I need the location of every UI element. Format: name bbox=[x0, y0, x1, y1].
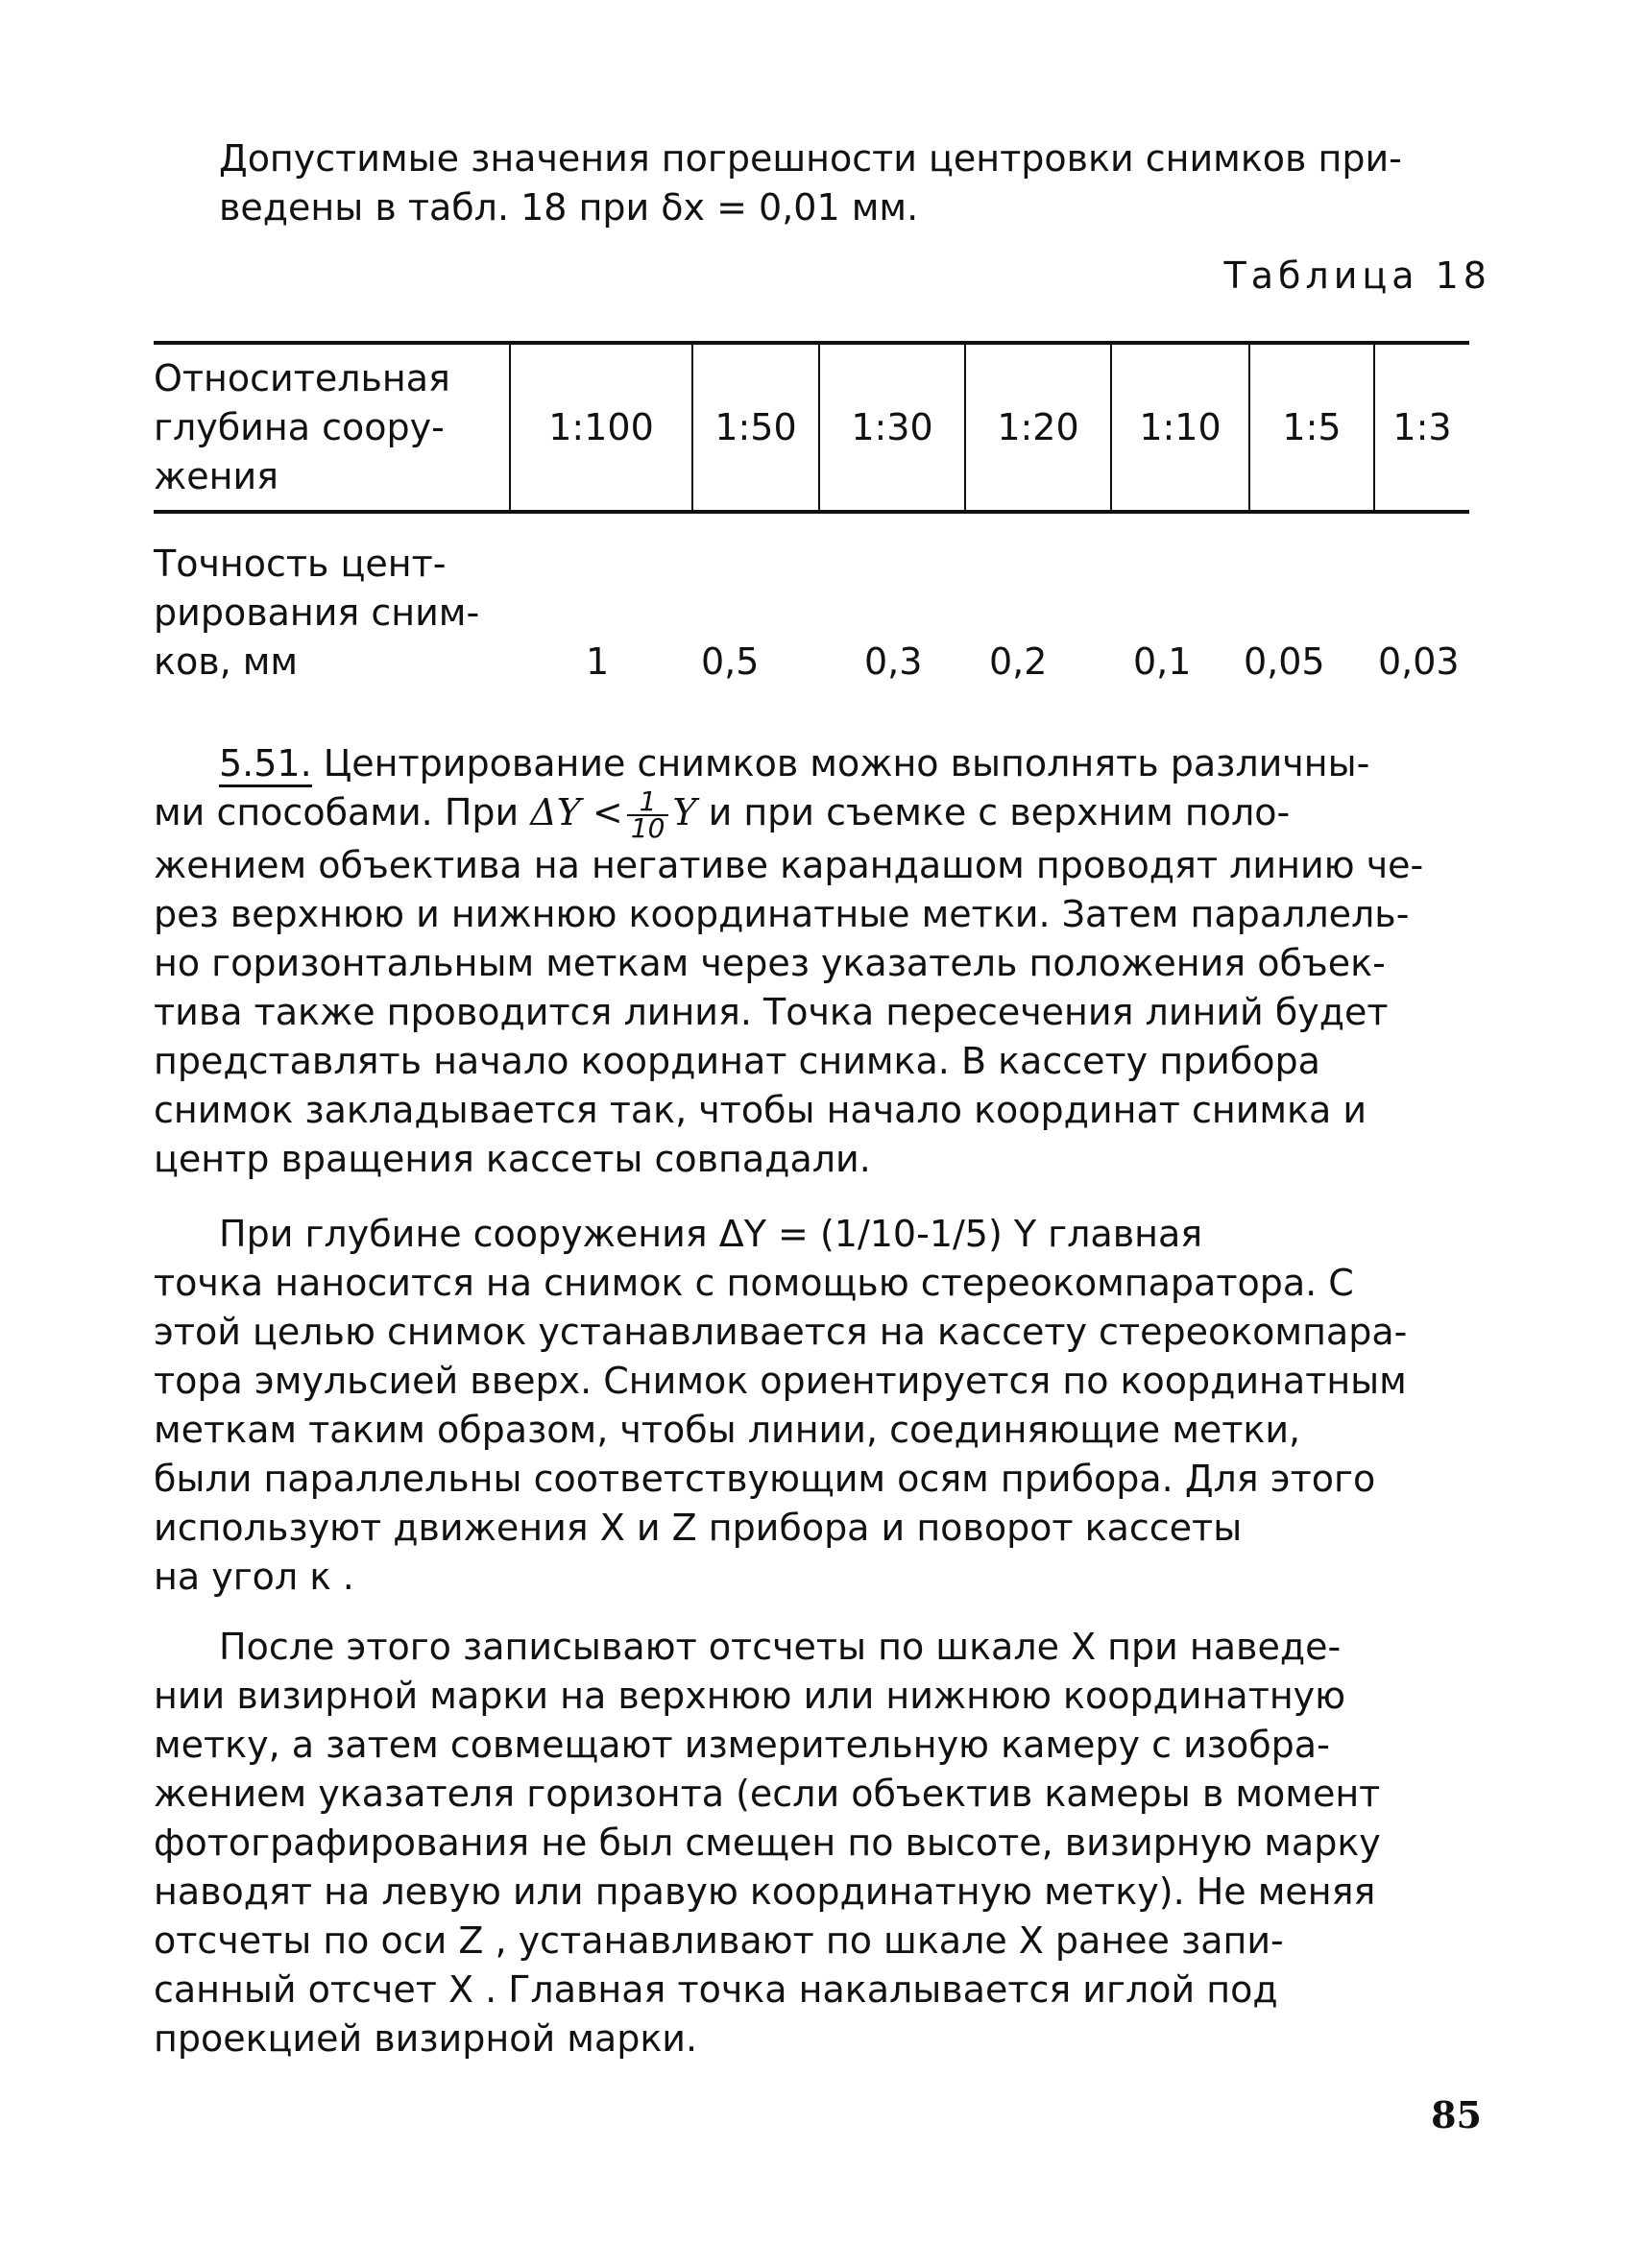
ratio-cell: 1:10 bbox=[1111, 343, 1249, 512]
table-header-label: Относительная глубина соору- жения bbox=[154, 356, 450, 497]
table-caption: Таблица 18 bbox=[1223, 254, 1491, 297]
text-line: проекцией визирной марки. bbox=[154, 2017, 698, 2060]
ratio-cell: 1:30 bbox=[819, 343, 965, 512]
accuracy-label: Точность цент- рирования сним- ков, мм bbox=[154, 543, 480, 683]
text-line: отсчеты по оси Z , устанавливают по шкале X ранее запи- bbox=[154, 1919, 1284, 1962]
text-line: жением указателя горизонта (если объектив камеры в момент bbox=[154, 1773, 1381, 1815]
text-line: этой целью снимок устанавливается на кассету стереокомпара- bbox=[154, 1311, 1408, 1353]
text-line: санный отсчет X . Главная точка накалывается иглой под bbox=[154, 1968, 1278, 2011]
paragraph-2 bbox=[154, 1210, 1498, 1602]
text-line: используют движения X и Z прибора и поворот кассеты bbox=[154, 1507, 1243, 1549]
text-line: наводят на левую или правую координатную метку). Не меняя bbox=[154, 1870, 1376, 1913]
section-5-51-paragraph bbox=[154, 739, 1498, 1184]
accuracy-value: 0,2 bbox=[989, 640, 1048, 683]
text-line: меткам таким образом, чтобы линии, соединяющие метки, bbox=[154, 1409, 1301, 1451]
text-line: метку, а затем совмещают измерительную камеру с изобра- bbox=[154, 1724, 1330, 1766]
section-number: 5.51. bbox=[219, 742, 312, 787]
ratio-cell: 1:50 bbox=[692, 343, 819, 512]
text-line: на угол κ . bbox=[154, 1556, 354, 1598]
ratio-cell: 1:5 bbox=[1249, 343, 1374, 512]
text-line: снимок закладывается так, чтобы начало координат снимка и bbox=[154, 1088, 1367, 1131]
text-line: рез верхнюю и нижнюю координатные метки. Затем параллель- bbox=[154, 892, 1410, 935]
text-line: жением объектива на негативе карандашом проводят линию че- bbox=[154, 843, 1424, 886]
accuracy-value: 1 bbox=[586, 640, 610, 683]
text-line: ведены в табл. 18 при δx = 0,01 мм. bbox=[219, 186, 919, 229]
accuracy-value: 0,3 bbox=[864, 640, 923, 683]
table-row bbox=[154, 343, 1469, 512]
accuracy-value: 0,5 bbox=[701, 640, 760, 683]
text-line: представлять начало координат снимка. В кассету прибора bbox=[154, 1039, 1320, 1082]
text-line: но горизонтальным меткам через указатель положения объек- bbox=[154, 941, 1386, 984]
intro-paragraph bbox=[154, 134, 1498, 232]
text-line: После этого записывают отсчеты по шкале X при наведе- bbox=[219, 1626, 1342, 1668]
accuracy-value: 0,03 bbox=[1378, 640, 1460, 683]
ratio-cell: 1:100 bbox=[510, 343, 692, 512]
text-line: точка наносится на снимок с помощью стереокомпаратора. С bbox=[154, 1262, 1354, 1304]
accuracy-value: 0,1 bbox=[1133, 640, 1192, 683]
ratio-cell: 1:3 bbox=[1374, 343, 1469, 512]
formula-delta-y: ΔY < bbox=[530, 791, 623, 833]
text-line: ми способами. При ΔY < $\frac{1}{10}$ Y и при съемке с верхним поло- bbox=[154, 784, 1291, 844]
formula-y: Y bbox=[672, 791, 697, 833]
text-line: тива также проводится линия. Точка пересечения линий будет bbox=[154, 990, 1389, 1033]
text-line: При глубине сооружения ΔY = (1/10-1/5) Y главная bbox=[219, 1213, 1203, 1255]
text-line: Допустимые значения погрешности центровки снимков при- bbox=[219, 137, 1402, 180]
text-line: тора эмульсией вверх. Снимок ориентируется по координатным bbox=[154, 1360, 1407, 1402]
accuracy-value: 0,05 bbox=[1244, 640, 1325, 683]
text-line: 5.51. Центрирование снимков можно выполнять различны- bbox=[154, 739, 1498, 788]
paragraph-3 bbox=[154, 1623, 1498, 2063]
depth-ratio-table bbox=[154, 341, 1469, 514]
ratio-cell: 1:20 bbox=[965, 343, 1111, 512]
text-line: были параллельны соответствующим осям прибора. Для этого bbox=[154, 1458, 1376, 1500]
text-line: фотографирования не был смещен по высоте, визирную марку bbox=[154, 1822, 1381, 1864]
fraction: $\frac{1}{10}$ bbox=[627, 789, 669, 841]
page-number: 85 bbox=[1431, 2093, 1482, 2136]
text-line: центр вращения кассеты совпадали. bbox=[154, 1137, 871, 1180]
text-line: нии визирной марки на верхнюю или нижнюю координатную bbox=[154, 1675, 1346, 1717]
